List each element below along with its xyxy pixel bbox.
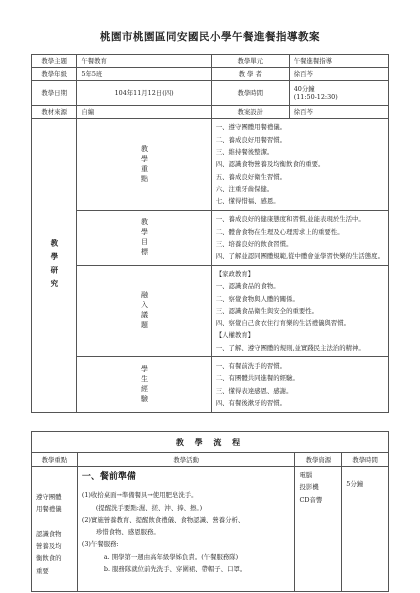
integration-row: [32, 266, 389, 357]
process-activity: [77, 467, 295, 592]
list-item: 四、察覺自己食衣住行育樂的生活禮儀與習慣。: [215, 319, 350, 328]
process-resources: [295, 467, 342, 592]
list-item: (2)實施營養教育、提醒飲食禮儀、食物認識、營養分析、: [81, 515, 245, 524]
integration-list: [216, 266, 384, 356]
list-item: 三、培養良好的飲食習慣。: [215, 240, 293, 248]
design-value: 徐百芩: [289, 106, 388, 119]
list-item: 用餐禮儀: [36, 505, 62, 514]
focus-row: [32, 119, 389, 211]
list-item: 三、認識食品衛生與安全的重要性。: [215, 306, 319, 315]
info-row: [32, 81, 389, 106]
list-item: 一、了解、遵守團體的規則,並實踐民主法治的精神。: [215, 343, 365, 352]
info-row: [32, 55, 389, 68]
list-item: 一、遵守團體用餐禮儀。: [215, 123, 287, 132]
process-header-row: [32, 453, 389, 467]
unit-label: 教學單元: [211, 55, 289, 68]
source-label: 教材來源: [32, 106, 77, 119]
experience-list: [216, 358, 384, 411]
process-row: [32, 467, 389, 592]
list-item: 衡飲食的: [36, 554, 62, 563]
experience-label: 學生經驗: [140, 364, 149, 405]
list-item: (1)收拾桌面→準備餐具→使用肥皂洗手。: [81, 491, 198, 500]
list-item: (3)午餐服務:: [81, 540, 119, 549]
time-duration: 40分鐘: [293, 85, 315, 93]
list-item: 一、認識食品的食物。: [215, 282, 280, 291]
activity-heading: 一、餐前準備: [81, 472, 136, 482]
integration-label: 融入議題: [140, 291, 149, 332]
list-item: 【家政教育】: [215, 270, 255, 278]
list-item: 五、養成良好衛生習慣。: [215, 172, 287, 181]
grade-value: 5年5班: [77, 68, 211, 81]
list-item: 一、有餐前洗手的習慣。: [215, 361, 287, 370]
focus-list: [216, 119, 384, 209]
focus-label: 教學重點: [140, 144, 149, 185]
grade-label: 教學年級: [32, 68, 77, 81]
activity-list: [82, 489, 291, 577]
list-item: 認識食物: [36, 529, 62, 538]
list-item: 四、了解並認同團體規範,從中體會並學習快樂的生活態度。: [215, 252, 384, 261]
time-value: [289, 81, 388, 106]
list-item: 營養及均: [36, 542, 62, 551]
time-range: (11:50-12:30): [293, 93, 338, 101]
experience-row: [32, 357, 389, 413]
teacher-value: 徐百芩: [289, 68, 388, 81]
objectives-content: [211, 211, 388, 266]
column-header: 教學活動: [77, 453, 295, 467]
process-title-row: [32, 432, 389, 453]
list-item: 四、有餐後漱牙的習慣。: [215, 398, 287, 407]
process-focus: [32, 467, 78, 592]
research-label: 教學研究: [49, 238, 59, 293]
date-label: 教學日期: [32, 81, 77, 106]
column-header: 教學時間: [342, 453, 389, 467]
objectives-row: [32, 211, 389, 266]
list-item: 二、體會食物在生理及心理需求上的重要性。: [215, 227, 344, 236]
list-item: a. 開學第一週由高年級學姊負責。(午餐服務隊): [103, 552, 239, 561]
list-item: (提醒洗手要點:濕、搓、沖、捧、擦。): [95, 503, 203, 512]
list-item: 二、養成良好用餐習慣。: [215, 135, 287, 144]
experience-label-cell: [77, 357, 211, 413]
list-item: 遵守團體: [36, 493, 62, 501]
process-time: 5分鐘: [342, 467, 389, 592]
integration-content: [211, 266, 388, 357]
objectives-label: 教學目標: [140, 218, 149, 258]
design-label: 教案設計: [211, 106, 289, 119]
list-item: 三、懂得表達感恩、感謝。: [215, 386, 293, 395]
list-item: [36, 516, 73, 528]
teacher-label: 教 學 者: [211, 68, 289, 81]
list-item: 【人權教育】: [215, 331, 255, 340]
process-title: 教 學 流 程: [32, 432, 389, 453]
list-item: b. 服務隊就位前先洗手、穿圍裙、帶帽子、口罩。: [103, 565, 247, 574]
column-header: 教學資源: [295, 453, 342, 467]
column-header: 教學重點: [32, 453, 78, 467]
research-cell: [32, 119, 77, 413]
list-item: 四、認識食物營養及均衡飲食的重要。: [215, 160, 325, 169]
list-item: 七、懂得惜福、感恩。: [215, 197, 280, 206]
list-item: 三、維持餐後整潔。: [215, 148, 274, 157]
theme-value: 午餐教育: [77, 55, 211, 68]
list-item: CD音響: [299, 495, 323, 504]
source-value: 自編: [77, 106, 211, 119]
list-item: 電腦: [299, 471, 313, 479]
list-item: 重要: [36, 566, 49, 575]
theme-label: 教學主題: [32, 55, 77, 68]
date-value: 104年11月12日(四): [77, 81, 211, 106]
list-item: 六、注重牙齒保健。: [215, 184, 274, 193]
time-label: 教學時間: [211, 81, 289, 106]
list-item: 投影機: [299, 483, 319, 492]
info-row: [32, 106, 389, 119]
objectives-label-cell: [77, 211, 211, 266]
resources-list: [299, 467, 337, 508]
process-focus-list: [36, 489, 73, 579]
focus-label-cell: [77, 119, 211, 211]
list-item: 二、察覺食物與人體的關係。: [215, 294, 299, 303]
list-item: 珍惜食物、感恩服務。: [95, 528, 160, 537]
unit-value: 午餐進餐指導: [289, 55, 388, 68]
info-row: [32, 68, 389, 81]
focus-content: [211, 119, 388, 211]
list-item: 一、養成良好的健康態度和習慣,並能表現於生活中。: [215, 215, 365, 224]
objectives-list: [216, 211, 384, 264]
experience-content: [211, 357, 388, 413]
page-title: 桃園市桃園區同安國民小學午餐進餐指導教案: [100, 31, 320, 43]
integration-label-cell: [77, 266, 211, 357]
list-item: 二、有團體共同進餐的經驗。: [215, 374, 299, 383]
lesson-info-table: [31, 54, 389, 413]
teaching-process-table: [31, 431, 389, 592]
